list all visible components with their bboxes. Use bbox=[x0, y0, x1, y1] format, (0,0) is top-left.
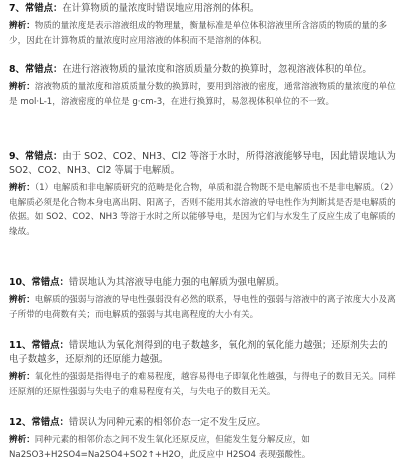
error-text: 错误地认为氧化剂得到的电子数越多，氧化剂的氧化能力越强；还原剂失去的电子数越多，还原剂的还原能力越强。 bbox=[9, 340, 388, 365]
analysis-paragraph bbox=[9, 370, 396, 399]
error-number-label: 9、常错点： bbox=[9, 151, 63, 162]
entry-8 bbox=[9, 63, 396, 109]
error-heading bbox=[9, 276, 396, 290]
analysis-paragraph bbox=[9, 19, 396, 48]
error-number-label: 12、常错点： bbox=[9, 417, 69, 428]
entry-11 bbox=[9, 339, 396, 399]
error-heading bbox=[9, 150, 396, 178]
error-text: 错误地认为其溶液导电能力强的电解质为强电解质。 bbox=[68, 277, 285, 288]
analysis-label: 辨析： bbox=[9, 21, 35, 31]
error-number-label: 8、常错点： bbox=[9, 64, 63, 75]
analysis-text: 同种元素的相邻价态之间不发生氧化还原反应，但能发生复分解反应，如 Na2SO3+H2SO4=Na2SO4+SO2↑+H2O，此反应中 H2SO4 表现强酸性。 bbox=[9, 435, 311, 460]
analysis-text: 氧化性的强弱是指得电子的难易程度，越容易得电子即氧化性越强，与得电子的数目无关。同样还原剂的还原性强弱与失电子的难易程度有关，与失电子的数目无关。 bbox=[9, 372, 396, 397]
entry-12 bbox=[9, 416, 396, 462]
error-number-label: 10、常错点： bbox=[9, 277, 69, 288]
error-number-label: 11、常错点： bbox=[9, 340, 69, 351]
analysis-paragraph bbox=[9, 293, 396, 322]
error-heading bbox=[9, 63, 396, 77]
analysis-label: 辨析： bbox=[9, 295, 35, 305]
analysis-text: 溶液物质的量浓度和溶质质量分数的换算时，要用到溶液的密度，通常溶液物质的量浓度的单位是 mol·L-1，溶液密度的单位是 g·cm-3，在进行换算时，易忽视体积单位的不一致。 bbox=[9, 82, 396, 107]
analysis-text: （1）电解质和非电解质研究的范畴是化合物，单质和混合物既不是电解质也不是非电解质。（2）电解质必须是化合物本身电离出阴、阳离子，否则不能用其水溶液的导电性作为判断其是否是电解质的依据。如 SO2、CO2、NH3 等溶于水时之所以能够导电，是因为它们与水发生了反应生成了电解质的缘故。 bbox=[9, 183, 396, 237]
error-heading bbox=[9, 339, 396, 367]
error-text: 在进行溶液物质的量浓度和溶质质量分数的换算时，忽视溶液体积的单位。 bbox=[62, 64, 372, 75]
error-text: 在计算物质的量浓度时错误地应用溶剂的体积。 bbox=[62, 3, 260, 14]
entry-9 bbox=[9, 150, 396, 239]
analysis-paragraph bbox=[9, 80, 396, 109]
error-heading bbox=[9, 2, 396, 16]
entry-10 bbox=[9, 276, 396, 322]
analysis-label: 辨析： bbox=[9, 82, 35, 92]
analysis-text: 物质的量浓度是表示溶液组成的物理量，衡量标准是单位体积溶液里所含溶质的物质的量的多少，因此在计算物质的量浓度时应用溶液的体积而不是溶剂的体积。 bbox=[9, 21, 388, 46]
entry-7 bbox=[9, 2, 396, 48]
analysis-label: 辨析： bbox=[9, 372, 35, 382]
error-heading bbox=[9, 416, 396, 430]
analysis-label: 辨析： bbox=[9, 183, 35, 193]
analysis-label: 辨析： bbox=[9, 435, 35, 445]
analysis-paragraph bbox=[9, 181, 396, 239]
analysis-paragraph bbox=[9, 433, 396, 462]
analysis-text: 电解质的强弱与溶液的导电性强弱没有必然的联系，导电性的强弱与溶液中的离子浓度大小及离子所带的电荷数有关；而电解质的强弱与其电离程度的大小有关。 bbox=[9, 295, 396, 320]
error-text: 由于 SO2、CO2、NH3、Cl2 等溶于水时，所得溶液能够导电，因此错误地认为 SO2、CO2、NH3、Cl2 等属于电解质。 bbox=[9, 151, 396, 176]
error-number-label: 7、常错点： bbox=[9, 3, 63, 14]
error-text: 错误认为同种元素的相邻价态一定不发生反应。 bbox=[68, 417, 266, 428]
